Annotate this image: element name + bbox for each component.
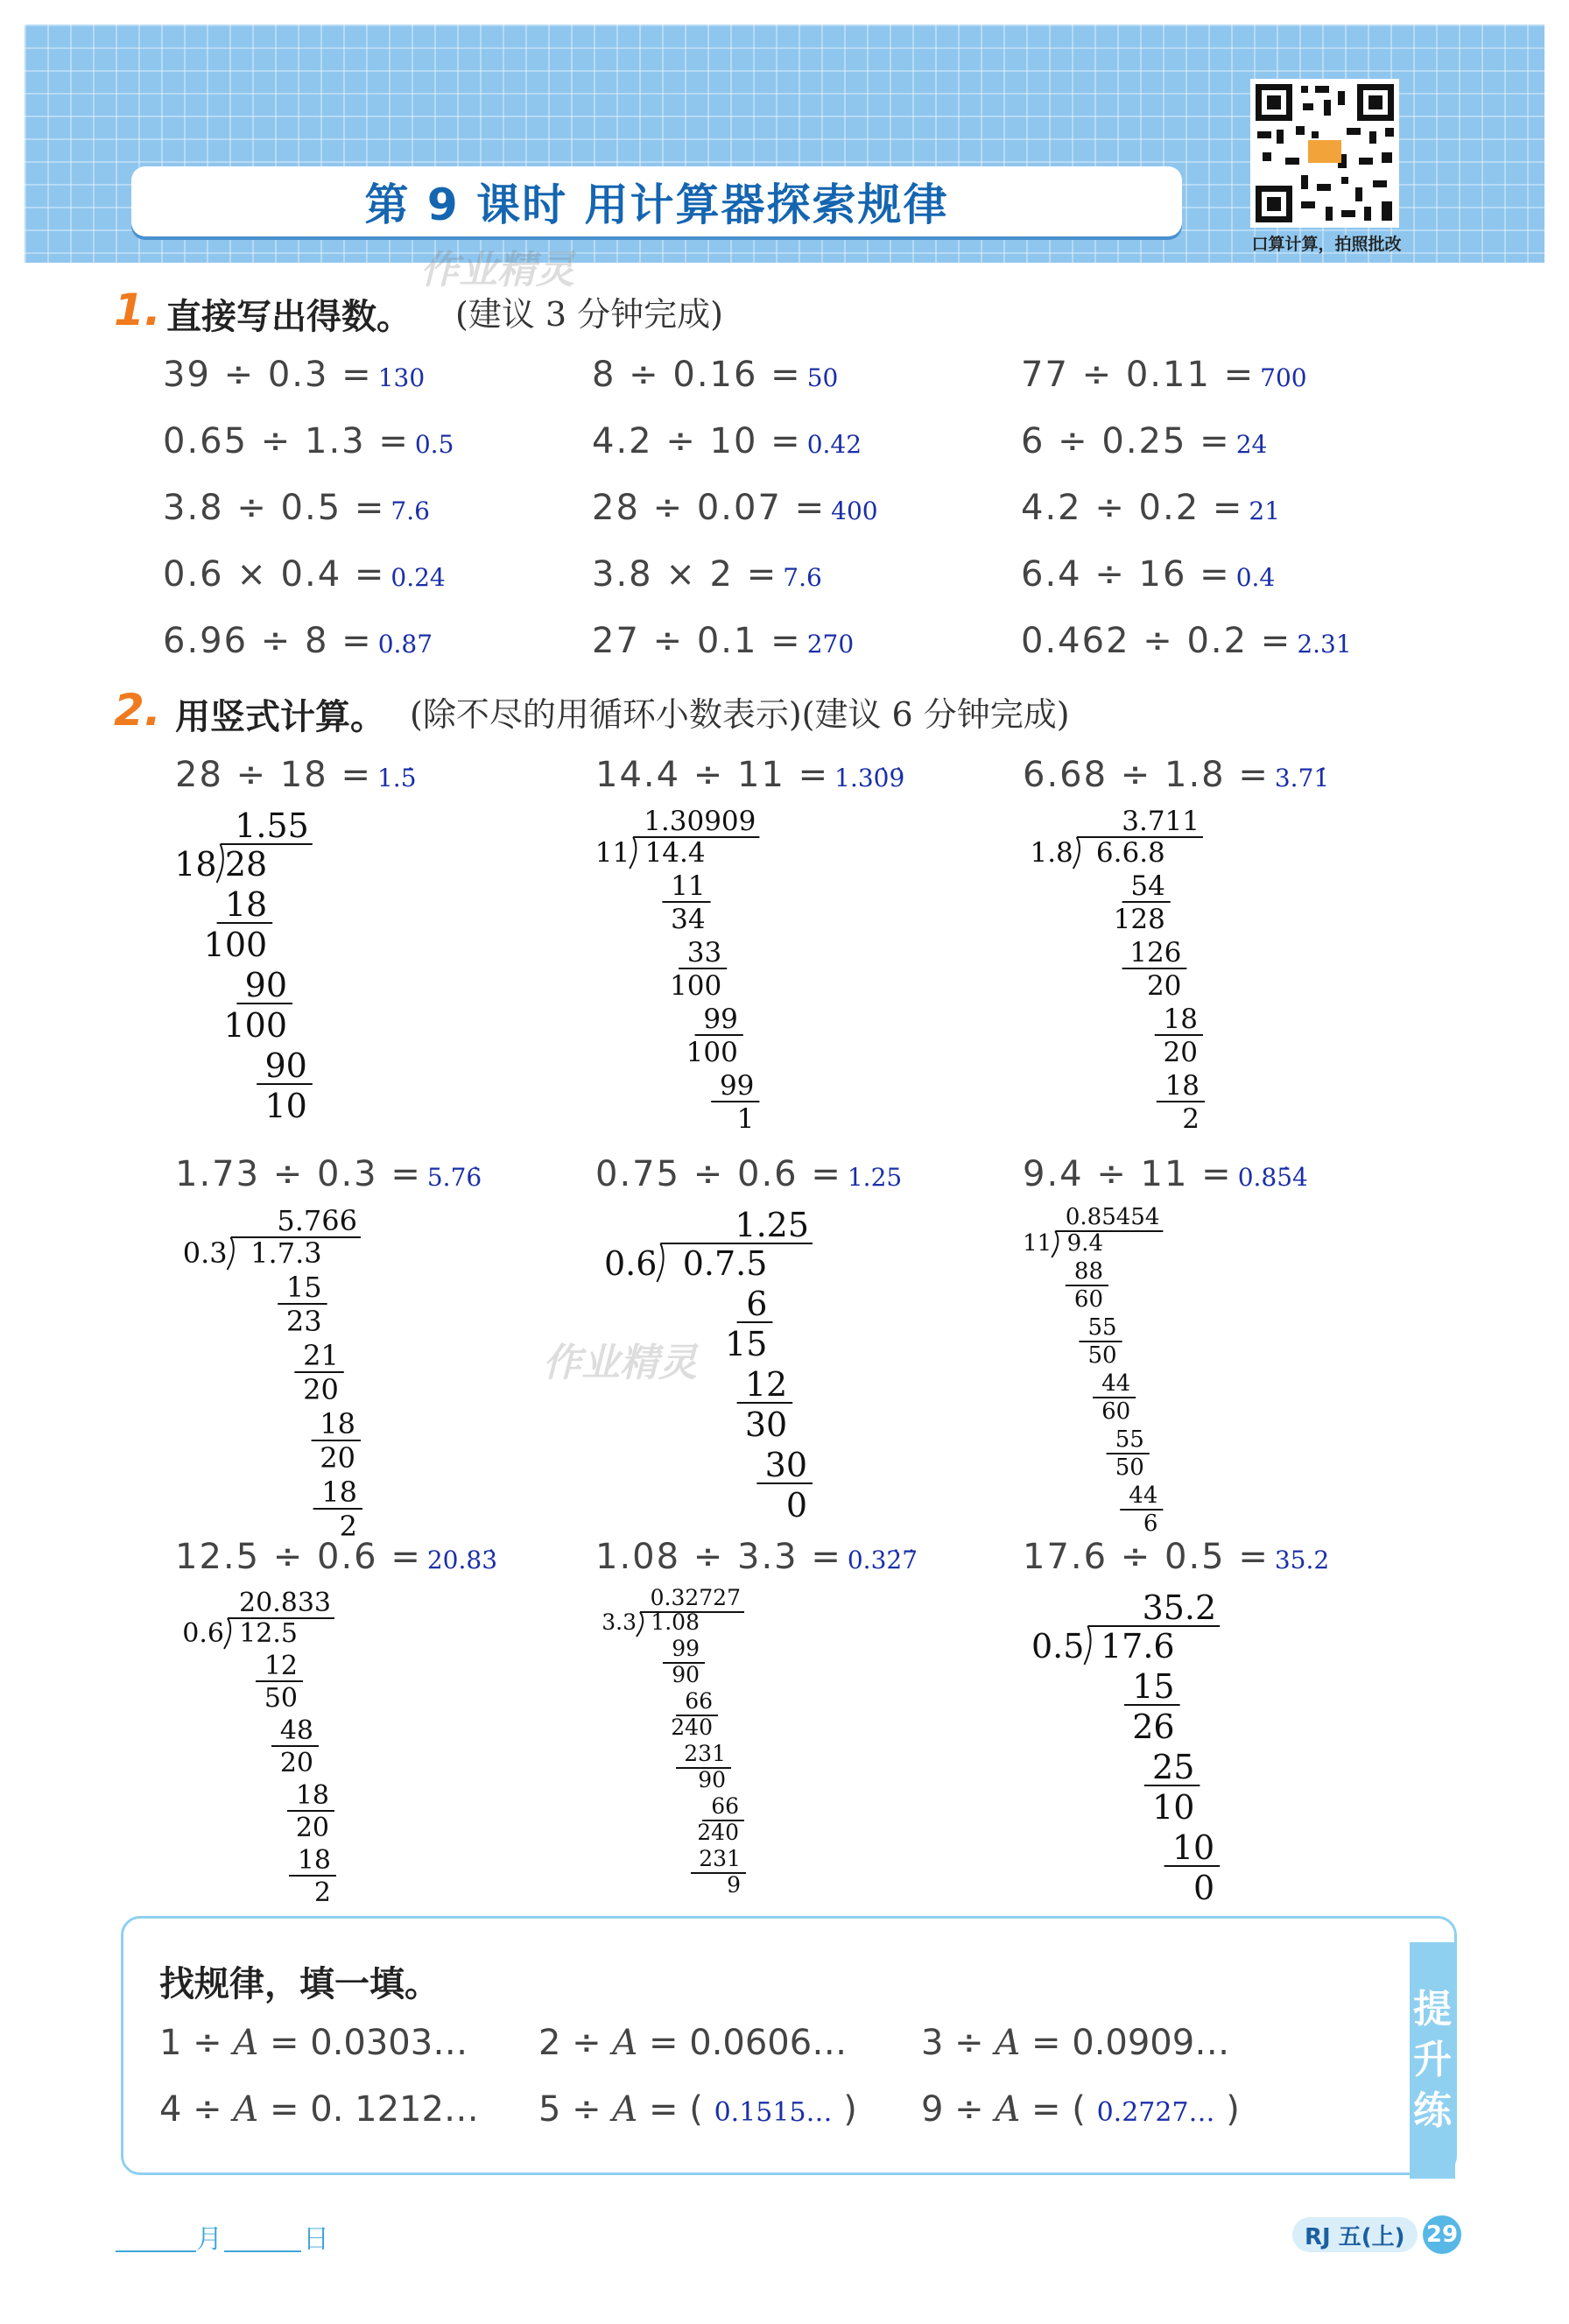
long-division xyxy=(166,800,394,1133)
division-step: 0 xyxy=(1193,1869,1215,1907)
division-step: 44 xyxy=(1101,1370,1131,1397)
division-step: 54 xyxy=(1130,870,1165,902)
problem-answer[interactable]: 0.32̇7̇ xyxy=(847,1546,918,1574)
long-division xyxy=(166,1200,394,1541)
pattern-item xyxy=(538,2023,847,2063)
dividend: 17.6 xyxy=(1100,1627,1175,1666)
problem-answer[interactable]: 2.31 xyxy=(1297,630,1352,658)
oral-problem xyxy=(1021,488,1280,528)
problem-expression: 0.75 ÷ 0.6 = xyxy=(595,1154,842,1194)
problem-expression: 1.73 ÷ 0.3 = xyxy=(175,1154,422,1194)
pattern-var: A xyxy=(612,2023,638,2063)
division-step: 9 xyxy=(727,1872,741,1898)
pattern-rhs: = ( xyxy=(1020,2089,1086,2130)
section-1-note: (建议 3 分钟完成) xyxy=(455,295,723,334)
problem-expression: 0.462 ÷ 0.2 = xyxy=(1021,621,1292,661)
division-step: 100 xyxy=(670,970,722,1002)
oral-problem xyxy=(163,488,430,528)
side-tab-char: 升 xyxy=(1413,2038,1452,2082)
problem-answer[interactable]: 24 xyxy=(1235,430,1268,459)
divisor: 3.3 xyxy=(602,1609,637,1635)
division-bracket xyxy=(657,1243,663,1282)
divisor: 0.6 xyxy=(603,1244,658,1283)
problem-expression: 27 ÷ 0.1 = xyxy=(592,621,802,661)
day-label: 日 xyxy=(303,2224,329,2255)
side-tab-improve xyxy=(1410,1942,1455,2179)
division-step: 2 xyxy=(313,1877,331,1908)
division-step: 100 xyxy=(203,926,268,964)
pattern-item xyxy=(921,2023,1229,2063)
problem-answer[interactable]: 0.4 xyxy=(1235,563,1276,592)
problem-expression: 6 ÷ 0.25 = xyxy=(1021,421,1231,461)
long-division xyxy=(587,1582,814,1906)
pattern-var: A xyxy=(995,2089,1021,2130)
pattern-rhs: = 0. 1212… xyxy=(258,2089,479,2130)
dividend: 0.7.5 xyxy=(682,1244,768,1283)
dividend: 14.4 xyxy=(644,837,706,869)
month-blank xyxy=(116,2250,196,2252)
section-1-number: 1. xyxy=(114,285,161,335)
division-step: 20 xyxy=(1146,970,1182,1002)
quotient: 0.32727 xyxy=(650,1585,741,1610)
problem-answer[interactable]: 20.83̇ xyxy=(426,1546,498,1574)
oral-problem xyxy=(163,421,454,461)
division-step: 15 xyxy=(1132,1667,1175,1706)
division-step: 88 xyxy=(1073,1258,1103,1285)
problem-expression: 0.6 × 0.4 = xyxy=(163,554,386,595)
vertical-problem xyxy=(595,1154,902,1194)
problem-expression: 6.4 ÷ 16 = xyxy=(1021,554,1231,595)
page-number: 29 xyxy=(1423,2215,1461,2254)
division-step: 99 xyxy=(703,1004,738,1035)
division-step: 55 xyxy=(1087,1314,1117,1341)
problem-answer[interactable]: 3.71̇ xyxy=(1274,764,1330,792)
pattern-lhs: 9 ÷ xyxy=(921,2089,996,2130)
division-step: 231 xyxy=(699,1846,741,1871)
division-step: 26 xyxy=(1132,1708,1175,1746)
oral-problem xyxy=(1021,554,1275,595)
problem-answer[interactable]: 270 xyxy=(806,630,855,658)
long-division-drawing xyxy=(166,800,394,1133)
division-step: 10 xyxy=(1152,1788,1195,1827)
division-step: 0 xyxy=(785,1486,807,1525)
problem-answer[interactable]: 0.87 xyxy=(377,630,433,658)
vertical-problem xyxy=(1023,1537,1329,1577)
side-tab-char: 提 xyxy=(1413,1987,1452,2032)
division-step: 21 xyxy=(303,1339,339,1372)
division-step: 10 xyxy=(264,1087,307,1125)
division-bracket xyxy=(217,844,223,883)
problem-answer[interactable]: 1.5̇ xyxy=(376,764,417,792)
division-bracket xyxy=(224,1618,230,1649)
division-step: 44 xyxy=(1129,1482,1158,1509)
long-division-drawing xyxy=(587,1582,814,1906)
division-step: 12 xyxy=(744,1365,788,1404)
problem-expression: 4.2 ÷ 10 = xyxy=(592,421,802,461)
quotient: 0.85454 xyxy=(1065,1204,1160,1230)
division-step: 30 xyxy=(764,1446,807,1484)
division-step: 20 xyxy=(303,1373,339,1406)
division-step: 34 xyxy=(671,904,706,935)
long-division-drawing xyxy=(587,800,814,1133)
divisor: 11 xyxy=(1023,1230,1052,1257)
division-bracket xyxy=(630,837,636,869)
problem-answer[interactable]: 21 xyxy=(1249,496,1281,525)
division-step: 12 xyxy=(264,1651,298,1681)
division-step: 18 xyxy=(224,885,268,924)
vertical-problem xyxy=(175,1154,482,1194)
quotient: 1.55 xyxy=(235,806,309,845)
long-division xyxy=(166,1582,394,1906)
division-bracket xyxy=(228,1237,234,1270)
division-step: 15 xyxy=(725,1325,768,1363)
watermark: 作业精灵 xyxy=(420,248,574,292)
dividend: 9.4 xyxy=(1066,1230,1103,1257)
pattern-lhs: 5 ÷ xyxy=(538,2089,613,2130)
pattern-var: A xyxy=(995,2023,1021,2063)
pattern-lhs: 2 ÷ xyxy=(538,2023,613,2063)
problem-answer[interactable]: 700 xyxy=(1260,363,1307,392)
long-division xyxy=(587,1200,814,1541)
oral-problem xyxy=(163,355,425,395)
vertical-problem xyxy=(595,755,904,795)
quotient: 3.711 xyxy=(1122,806,1200,837)
divisor: 11 xyxy=(595,837,630,869)
division-step: 90 xyxy=(672,1662,700,1687)
problem-expression: 17.6 ÷ 0.5 = xyxy=(1023,1537,1270,1577)
oral-problem xyxy=(1021,421,1267,461)
division-step: 60 xyxy=(1101,1398,1131,1425)
divisor: 0.6 xyxy=(182,1618,224,1649)
vertical-problem xyxy=(175,1537,497,1577)
vertical-problem xyxy=(1023,1154,1308,1194)
oral-problem xyxy=(1021,355,1307,395)
lesson-title-bar xyxy=(131,166,1182,236)
division-step: 66 xyxy=(685,1688,713,1714)
vertical-problem xyxy=(1023,755,1329,795)
section-2-note: (除不尽的用循环小数表示)(建议 6 分钟完成) xyxy=(410,695,1070,734)
problem-answer[interactable]: 0.42 xyxy=(806,430,862,459)
problem-expression: 39 ÷ 0.3 = xyxy=(163,355,373,395)
oral-problem xyxy=(592,488,878,528)
division-step: 60 xyxy=(1073,1286,1103,1313)
division-step: 50 xyxy=(1087,1342,1117,1369)
problem-expression: 77 ÷ 0.11 = xyxy=(1021,355,1256,395)
oral-problem xyxy=(1021,621,1352,661)
division-step: 240 xyxy=(671,1715,713,1740)
division-step: 15 xyxy=(285,1271,322,1304)
pattern-var: A xyxy=(233,2089,259,2130)
section-2-number: 2. xyxy=(114,685,161,736)
oral-problem xyxy=(592,355,838,395)
dividend: 28 xyxy=(224,845,268,884)
division-step: 23 xyxy=(285,1305,322,1338)
problem-expression: 6.68 ÷ 1.8 = xyxy=(1023,755,1270,795)
problem-expression: 4.2 ÷ 0.2 = xyxy=(1021,488,1244,528)
division-step: 30 xyxy=(744,1405,788,1444)
pattern-var: A xyxy=(612,2089,638,2130)
division-step: 20 xyxy=(1163,1037,1198,1068)
problem-expression: 3.8 × 2 = xyxy=(592,554,778,595)
quotient: 1.30909 xyxy=(644,806,756,837)
vertical-problem xyxy=(175,755,417,795)
division-step: 50 xyxy=(264,1683,298,1714)
division-step: 240 xyxy=(697,1820,739,1845)
division-step: 6 xyxy=(1143,1511,1158,1537)
division-step: 100 xyxy=(223,1006,287,1045)
pattern-close-paren: ) xyxy=(1226,2089,1240,2130)
day-blank xyxy=(224,2250,301,2252)
quotient: 20.833 xyxy=(239,1588,331,1618)
division-step: 11 xyxy=(671,870,706,902)
pattern-item xyxy=(538,2089,857,2130)
divisor: 18 xyxy=(174,845,217,884)
long-division-drawing xyxy=(166,1582,394,1906)
division-step: 1 xyxy=(736,1103,755,1135)
dividend: 1.08 xyxy=(651,1609,700,1635)
division-step: 100 xyxy=(686,1037,738,1068)
problem-expression: 3.8 ÷ 0.5 = xyxy=(163,488,386,528)
division-step: 18 xyxy=(297,1845,331,1876)
division-step: 66 xyxy=(711,1793,739,1819)
division-step: 128 xyxy=(1113,904,1165,935)
problem-expression: 28 ÷ 0.07 = xyxy=(592,488,827,528)
oral-problem xyxy=(163,621,433,661)
pattern-item xyxy=(921,2089,1240,2130)
long-division xyxy=(1014,800,1242,1133)
division-step: 90 xyxy=(244,966,287,1004)
problem-answer[interactable]: 0.85̇4̇ xyxy=(1237,1163,1308,1192)
long-division-drawing xyxy=(166,1200,394,1541)
problem-answer[interactable]: 35.2 xyxy=(1274,1546,1330,1574)
pattern-item xyxy=(159,2089,479,2130)
pattern-var: A xyxy=(233,2023,259,2063)
oral-problem xyxy=(163,554,446,595)
division-step: 48 xyxy=(279,1715,313,1746)
division-step: 99 xyxy=(719,1070,755,1102)
quotient: 35.2 xyxy=(1142,1588,1217,1627)
divisor: 1.8 xyxy=(1030,837,1073,869)
long-division-drawing xyxy=(1014,1200,1242,1541)
division-step: 20 xyxy=(320,1441,355,1475)
watermark: 作业精灵 xyxy=(543,1341,697,1385)
quotient: 5.766 xyxy=(277,1204,357,1237)
pattern-lhs: 4 ÷ xyxy=(159,2089,234,2130)
division-bracket xyxy=(1052,1231,1058,1257)
side-tab-char: 练 xyxy=(1413,2088,1452,2133)
month-label: 月 xyxy=(196,2224,222,2255)
division-step: 90 xyxy=(264,1046,307,1085)
long-division xyxy=(1014,1582,1242,1906)
oral-problem xyxy=(592,554,822,595)
division-step: 25 xyxy=(1152,1748,1195,1786)
problem-answer[interactable]: 1.25 xyxy=(847,1163,903,1192)
division-step: 6 xyxy=(746,1285,768,1323)
pattern-lhs: 3 ÷ xyxy=(921,2023,996,2063)
oral-problem xyxy=(592,621,854,661)
problem-expression: 14.4 ÷ 11 = xyxy=(595,755,830,795)
division-step: 10 xyxy=(1171,1828,1215,1867)
division-step: 231 xyxy=(684,1741,726,1766)
problem-answer[interactable]: 0.24 xyxy=(390,563,446,592)
division-step: 20 xyxy=(295,1813,329,1843)
quotient: 1.25 xyxy=(735,1206,809,1244)
problem-answer[interactable]: 50 xyxy=(806,363,839,392)
division-step: 33 xyxy=(686,937,722,968)
pattern-rhs: = 0.0303… xyxy=(258,2023,468,2063)
division-step: 18 xyxy=(1163,1004,1198,1035)
division-step: 50 xyxy=(1115,1454,1144,1481)
problem-expression: 9.4 ÷ 11 = xyxy=(1023,1154,1233,1194)
division-step: 18 xyxy=(321,1475,357,1509)
problem-answer[interactable]: 7.6 xyxy=(783,563,822,592)
division-step: 18 xyxy=(295,1780,329,1811)
division-bracket xyxy=(637,1612,643,1637)
division-bracket xyxy=(1073,837,1080,869)
problem-expression: 1.08 ÷ 3.3 = xyxy=(595,1537,842,1577)
problem-expression: 0.65 ÷ 1.3 = xyxy=(163,421,410,461)
division-step: 2 xyxy=(339,1510,357,1543)
pattern-lhs: 1 ÷ xyxy=(159,2023,234,2063)
vertical-problem xyxy=(595,1537,918,1577)
oral-problem xyxy=(592,421,862,461)
divisor: 0.5 xyxy=(1031,1627,1085,1666)
pattern-item xyxy=(159,2023,468,2063)
long-division-drawing xyxy=(1014,1582,1242,1906)
qr-code-icon[interactable] xyxy=(1250,79,1399,228)
pattern-title: 找规律，填一填。 xyxy=(159,1964,440,2004)
problem-answer[interactable]: 130 xyxy=(377,363,426,392)
pattern-answer: 0.2727… xyxy=(1096,2097,1215,2128)
pattern-rhs: = 0.0909… xyxy=(1020,2023,1230,2063)
divisor: 0.3 xyxy=(182,1236,228,1270)
edition-badge: RJ 五(上) xyxy=(1292,2217,1418,2252)
division-bracket xyxy=(1084,1626,1090,1665)
division-step: 18 xyxy=(320,1407,355,1440)
long-division-drawing xyxy=(1014,800,1242,1133)
problem-answer[interactable]: 5.76̇ xyxy=(426,1163,482,1192)
lesson-title: 第 9 课时 用计算器探索规律 xyxy=(364,180,949,230)
division-step: 2 xyxy=(1182,1103,1200,1135)
section-2-title: 用竖式计算。 xyxy=(175,697,385,737)
section-1-title: 直接写出得数。 xyxy=(166,297,412,337)
division-step: 99 xyxy=(672,1636,700,1661)
dividend: 12.5 xyxy=(239,1618,298,1649)
division-step: 126 xyxy=(1129,937,1182,968)
pattern-rhs: = 0.0606… xyxy=(637,2023,848,2063)
long-division xyxy=(587,800,814,1133)
division-step: 18 xyxy=(1164,1070,1200,1102)
division-step: 90 xyxy=(698,1767,726,1792)
dividend: 1.7.3 xyxy=(250,1236,322,1270)
problem-expression: 12.5 ÷ 0.6 = xyxy=(175,1537,422,1577)
dividend: 6.6.8 xyxy=(1095,837,1165,869)
problem-expression: 6.96 ÷ 8 = xyxy=(163,621,373,661)
division-step: 20 xyxy=(279,1748,313,1778)
long-division-drawing xyxy=(587,1200,814,1541)
problem-answer[interactable]: 0.5 xyxy=(414,430,454,459)
problem-expression: 28 ÷ 18 = xyxy=(175,755,372,795)
problem-answer[interactable]: 1.30̇9̇ xyxy=(834,764,905,792)
division-step: 55 xyxy=(1115,1426,1144,1453)
pattern-close-paren: ) xyxy=(843,2089,857,2130)
problem-answer[interactable]: 400 xyxy=(831,496,878,525)
pattern-rhs: = ( xyxy=(637,2089,703,2130)
pattern-answer: 0.1515… xyxy=(714,2097,833,2128)
problem-expression: 8 ÷ 0.16 = xyxy=(592,355,802,395)
long-division xyxy=(1014,1200,1242,1541)
problem-answer[interactable]: 7.6 xyxy=(390,496,430,525)
qr-caption: 口算计算，拍照批改 xyxy=(1251,235,1402,254)
